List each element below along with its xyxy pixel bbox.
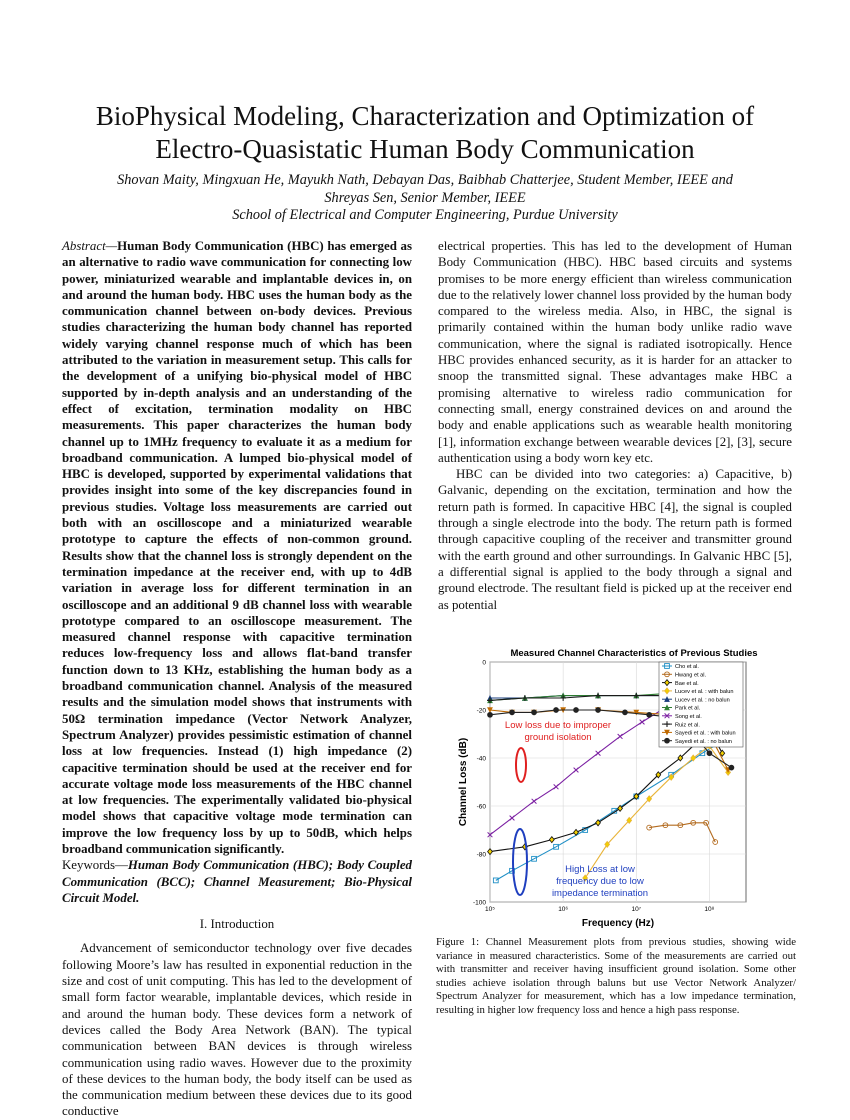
- authors-line-2: Shreyas Sen, Senior Member, IEEE: [324, 189, 526, 206]
- data-point: [554, 708, 559, 713]
- data-point: [729, 765, 734, 770]
- legend-label: Song et al.: [675, 714, 702, 720]
- title-line-1: BioPhysical Modeling, Characterization and Optimization of: [95, 101, 755, 131]
- annotation-red-line-1: Low loss due to improper: [504, 720, 612, 731]
- y-tick-label: -100: [472, 899, 486, 907]
- y-tick-label: 0: [482, 659, 486, 667]
- author-block: [60, 172, 790, 225]
- legend-label: Park et al.: [675, 705, 701, 712]
- chart-title: Measured Channel Characteristics of Previous Studies: [510, 648, 758, 659]
- legend-label: Ruiz et al.: [675, 722, 700, 729]
- data-point: [623, 710, 628, 715]
- legend-label: Sayedi et al. : with balun: [675, 730, 736, 737]
- data-point: [596, 708, 601, 713]
- left-column: [62, 238, 412, 1120]
- annotation-blue-line-2: frequency due to low: [556, 876, 644, 887]
- section-heading-introduction: I. Introduction: [199, 917, 275, 932]
- title-line-2: Electro-Quasistatic Human Body Communication: [155, 134, 695, 164]
- paper-title: [40, 100, 810, 166]
- figure-1-caption: Figure 1: Channel Measurement plots from previous studies, showing wide variance in measured characteristics. Some of the measurements are carried out with transmitter and receiver having insufficient ground isolation. Some other studies achieve isolation through baluns but use Vector Network Analyzer/ Spectrum Analyzer for measurement, which has a low impedance termination, resulting in higher low frequency loss and hence a high pass response.: [436, 936, 796, 1016]
- data-point: [532, 710, 537, 715]
- annotation-blue-line-1: High Loss at low: [565, 864, 635, 875]
- abstract-body: Human Body Communication (HBC) has emerged as an alternative to radio wave communication for connecting low power, miniaturized wearable and implantable devices in, on and around the human body. HBC uses the human body as the communication channel between on-body devices. Previous studies characterizing the human body channel has reported widely varying channel response much of which has been attributed to the variation in measurement setup. This calls for the development of a unifying bio-physical model of HBC supported by in-depth analysis and an understanding of the effect of excitation, termination modality on HBC measurements. This paper characterizes the human body channel up to 1MHz frequency to evaluate it as a medium for broadband communication. A lumped bio-physical model of HBC is developed, supported by experimental validations that provides insight into some of the key discrepancies found in previous studies. Voltage loss measurements are carried out both with an oscilloscope and a miniaturized wearable prototype to capture the effects of non-common ground. Results show that the channel loss is strongly dependent on the termination impedance at the receiver end, with up to 4dB variation in average loss for different termination in an oscilloscope and an additional 9 dB channel loss with wearable prototype compared to an oscilloscope measurement. The measured channel response with capacitive termination reduces low-frequency loss and allows flat-band transfer function down to 13 KHz, establishing the human body as a broadband communication channel. Analysis of the measured results and the simulation model shows that instruments with 50Ω termination impedance (Vector Network Analyzer, Spectrum Analyzer) provides pessimistic estimation of channel loss at low frequencies. Instead (1) high impedance (2) capacitive termination should be used at the receiver end for accurate voltage mode loss measurements of the HBC channel at low frequencies. The experimentally validated bio-physical model shows that capacitive voltage mode termination can improve the low frequency loss by up to 50dB, which helps broadband communication significantly.: [62, 239, 412, 856]
- intro-paragraph-2: HBC can be divided into two categories: a) Capacitive, b) Galvanic, depending on the excitation, termination and how the return path is formed. In capacitive HBC [4], the signal is coupled through a single electrode into the body. The return path is formed through capacitive coupling of the receiver and transmitter ground with the earth ground and other surroundings. In Galvanic HBC [5], a differential signal is applied to the body through a signal and ground electrode. The resultant field is picked up at the receiver end as potential: [438, 467, 792, 612]
- annotation-red-line-2: ground isolation: [524, 732, 592, 743]
- legend-label: Bae et al.: [675, 680, 699, 687]
- keywords-body: Human Body Communication (HBC); Body Coupled Communication (BCC); Channel Measurement; Bio-Physical Circuit Model.: [62, 858, 412, 905]
- y-tick-label: -20: [476, 707, 486, 715]
- legend-label: Cho et al.: [675, 664, 699, 671]
- data-point: [707, 751, 712, 756]
- affiliation: School of Electrical and Computer Engineering, Purdue University: [232, 207, 618, 223]
- intro-paragraph-1-continued: electrical properties. This has led to the development of Human Body Communication (HBC). HBC based circuits and systems promises to be more energy efficient than wireless communication due to the relatively lower channel loss provided by the human body compared to the wireless media. Also, in HBC, the signal is primarily contained within the human body unlike radio wave communication, where the signal is radiated isotropically. Hence HBC provides enhanced security, as it is harder for an attacker to snoop the transmitted signal. These advantages make HBC a promising alternative to wireless radio communication for connecting small, energy constrained devices on and around the body and enable applications such as wearable health monitoring [1], information exchange between wearable devices [2], [3], secure authentication using a body worn key etc.: [438, 239, 792, 465]
- x-axis-label: Frequency (Hz): [581, 918, 655, 929]
- authors-line-1: Shovan Maity, Mingxuan He, Mayukh Nath, Debayan Das, Baibhab Chatterjee, Student Member, IEEE and: [117, 172, 733, 188]
- x-tick-label: 10⁸: [704, 906, 715, 913]
- annotation-blue-line-3: impedance termination: [551, 888, 649, 899]
- x-tick-label: 10⁵: [485, 906, 495, 913]
- legend-label: Lucev et al. : with balun: [675, 689, 734, 696]
- keywords: [62, 857, 412, 906]
- legend-label: Lucev et al. : no balun: [675, 697, 730, 704]
- x-tick-label: 10⁷: [631, 906, 642, 913]
- channel-loss-plot: [440, 640, 792, 935]
- data-point: [647, 712, 652, 717]
- figure-1-chart: [440, 640, 792, 935]
- legend-label: Hwang et al.: [675, 672, 707, 679]
- right-column: [438, 238, 792, 613]
- y-axis-label: Channel Loss (dB): [458, 737, 469, 827]
- data-point: [665, 738, 670, 743]
- y-tick-label: -60: [476, 803, 486, 811]
- legend: [659, 662, 743, 747]
- data-point: [510, 710, 515, 715]
- keywords-lead: Keywords—: [62, 858, 128, 873]
- x-tick-label: 10⁶: [558, 906, 569, 913]
- data-point: [574, 708, 579, 713]
- y-tick-label: -40: [476, 755, 486, 763]
- y-tick-label: -80: [476, 851, 486, 859]
- data-point: [488, 712, 493, 717]
- intro-paragraph-1: Advancement of semiconductor technology over five decades following Moore’s law has resulted in exponential reduction in the size and cost of unit computing. This has led to the development of small form factor wearable, implantable devices, which reside in and around the human body. These devices form a network of devices called the Body Area Network (BAN). The typical communication between BAN devices is through wireless communication using radio waves. However due to the proximity of these devices to the human body, the body itself can be used as the communication medium between these devices due to its good conductive: [62, 941, 412, 1119]
- legend-label: Sayedi et al. : no balun: [675, 738, 732, 745]
- abstract-lead: Abstract—: [62, 239, 118, 253]
- abstract: [62, 238, 412, 857]
